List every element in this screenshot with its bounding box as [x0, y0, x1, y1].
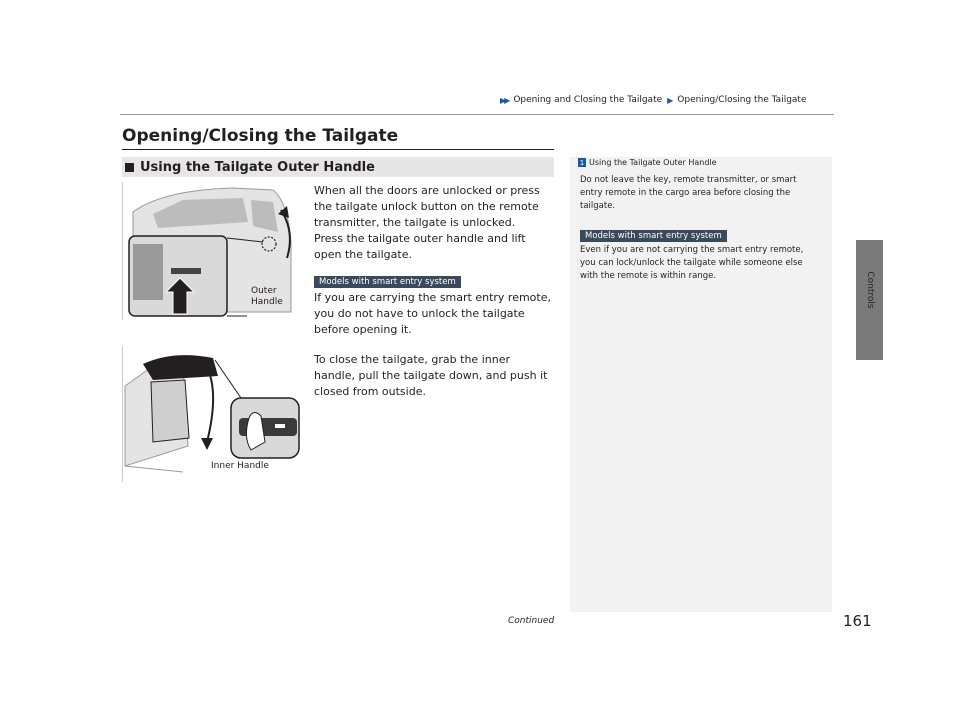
page-number: 161 [843, 612, 872, 630]
continued-label: Continued [508, 616, 555, 626]
side-note-body [580, 174, 820, 283]
page-title: Opening/Closing the Tailgate [122, 126, 399, 146]
outer-handle-illustration [122, 182, 304, 320]
paragraph: Press the tailgate outer handle and lift open the tailgate. [314, 232, 526, 261]
paragraph: To close the tailgate, grab the inner handle, pull the tailgate down, and push it closed from outside. [314, 353, 548, 398]
title-divider [122, 149, 554, 150]
paragraph: If you are carrying the smart entry remote, you do not have to unlock the tailgate before opening it. [314, 291, 551, 336]
note-number-icon: 1 [579, 158, 585, 167]
square-bullet-icon [125, 163, 134, 172]
section-header [122, 157, 554, 177]
breadcrumb-item[interactable]: Opening/Closing the Tailgate [677, 95, 807, 105]
paragraph: When all the doors are unlocked or press the tailgate unlock button on the remote transmitter, the tailgate is unlocked. [314, 184, 540, 229]
breadcrumb-item[interactable]: Opening and Closing the Tailgate [513, 95, 663, 105]
breadcrumb [500, 95, 840, 105]
model-badge: Models with smart entry system [314, 276, 461, 288]
model-badge: Models with smart entry system [580, 230, 727, 242]
chapter-tab-label: Controls [865, 271, 875, 309]
outer-handle-label [251, 286, 283, 308]
side-note-text: Do not leave the key, remote transmitter, or smart entry remote in the cargo area before closing the tailgate. [580, 175, 797, 211]
side-note-title [578, 158, 717, 167]
side-note-text: Even if you are not carrying the smart entry remote, you can lock/unlock the tailgate while someone else with the remote is within range. [580, 245, 804, 281]
side-note-heading: Using the Tailgate Outer Handle [589, 158, 717, 167]
inner-handle-illustration [122, 346, 304, 482]
inner-handle-label: Inner Handle [211, 461, 269, 471]
illustration-label: Outer [251, 286, 277, 296]
arrow-icon: ▶ [667, 95, 674, 105]
illustration-label: Handle [251, 297, 283, 307]
badge-row [314, 269, 552, 288]
main-content [314, 183, 552, 400]
badge-row [580, 223, 820, 242]
section-heading: Using the Tailgate Outer Handle [140, 159, 375, 175]
double-arrow-icon: ▶▶ [500, 95, 509, 105]
header-divider [120, 114, 834, 115]
